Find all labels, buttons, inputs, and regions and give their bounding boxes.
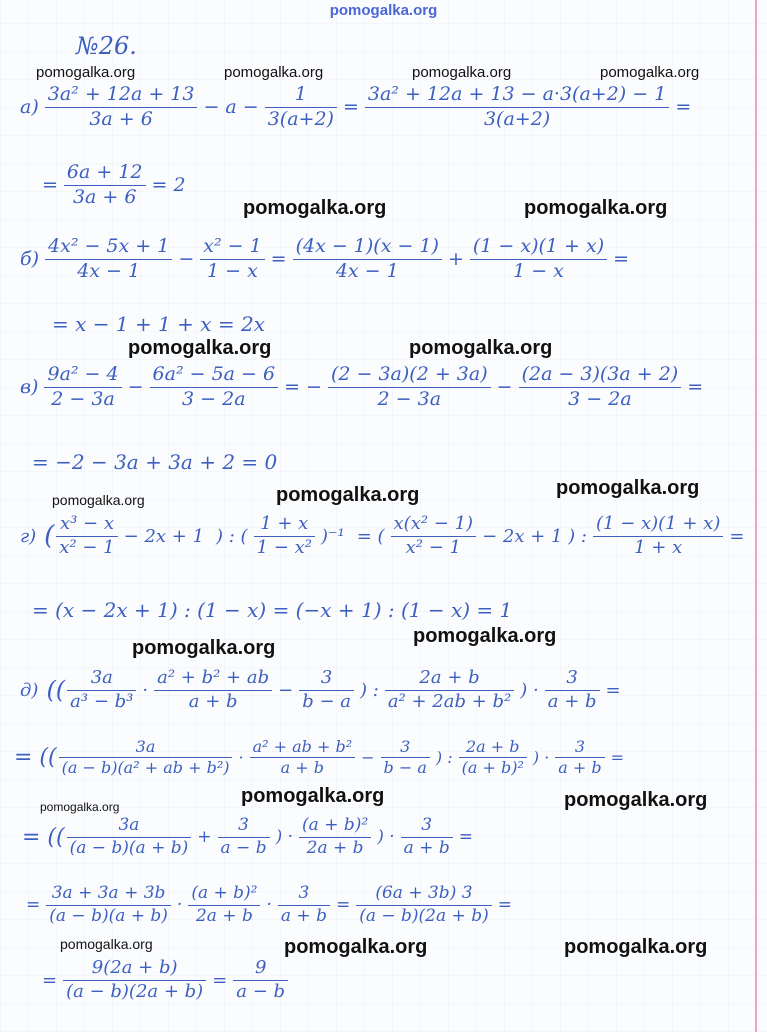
watermark: pomogalka.org: [241, 785, 385, 807]
denominator: 2a + b: [195, 905, 253, 926]
operator: ) ·: [532, 748, 550, 768]
fraction: [555, 738, 604, 778]
watermark: pomogalka.org: [52, 492, 145, 508]
denominator: (a − b)(a² + ab + b²): [61, 758, 230, 778]
denominator: a + b: [403, 837, 450, 858]
watermark: pomogalka.org: [564, 936, 708, 958]
operator: =: [605, 679, 621, 701]
fraction: [365, 84, 669, 131]
operator: ·: [176, 895, 183, 916]
operator: − a −: [203, 96, 259, 119]
numerator: a² + b² + ab: [154, 668, 272, 691]
operator: ·: [266, 895, 272, 916]
denominator: b − a: [383, 758, 427, 778]
operator: = (: [356, 525, 385, 547]
denominator: 2 − 3a: [51, 387, 115, 410]
denominator: x² − 1: [59, 536, 115, 558]
item-label: г): [20, 525, 37, 547]
operator: −: [127, 376, 144, 399]
denominator: 1 − x²: [256, 536, 312, 558]
numerator: 3: [218, 816, 270, 838]
item-a-line2: [36, 162, 192, 209]
denominator: a − b: [220, 837, 267, 858]
numerator: x³ − x: [56, 514, 117, 537]
fraction: [59, 738, 233, 778]
fraction: [154, 668, 272, 712]
fraction: [63, 958, 206, 1002]
item-v-line2: = −2 − 3a + 3a + 2 = 0: [32, 450, 278, 474]
paren: ((: [46, 676, 66, 705]
item-label: в): [20, 376, 39, 399]
fraction: [44, 364, 121, 411]
page-margin-line: [755, 0, 757, 1032]
denominator: (a − b)(2a + b): [66, 980, 204, 1002]
fraction: [188, 884, 260, 926]
watermark: pomogalka.org: [564, 789, 708, 811]
operator: =: [729, 525, 745, 547]
numerator: a² + ab + b²: [250, 738, 356, 758]
watermark: pomogalka.org: [524, 197, 668, 219]
denominator: 3a + 6: [89, 107, 153, 130]
operator: −: [178, 248, 195, 271]
fraction: [293, 236, 442, 283]
denominator: 1 − x: [207, 259, 258, 282]
watermark: pomogalka.org: [556, 477, 700, 499]
fraction: [470, 236, 607, 283]
numerator: 3: [381, 738, 430, 758]
operator: +: [447, 248, 464, 271]
denominator: 1 + x: [634, 536, 683, 558]
numerator: 3: [555, 738, 604, 758]
operator: −: [361, 748, 375, 768]
operator: =: [458, 827, 473, 848]
denominator: a + b: [558, 758, 602, 778]
numerator: 9: [233, 958, 288, 981]
numerator: x(x² − 1): [391, 514, 477, 537]
item-label: б): [20, 248, 40, 271]
operator: =: [342, 96, 359, 119]
operator: =: [497, 895, 512, 916]
operator: ) : (: [216, 525, 248, 547]
item-d-line5: [36, 958, 288, 1002]
fraction: [328, 364, 491, 411]
operator: +: [197, 827, 212, 848]
numerator: (1 − x)(1 + x): [470, 236, 607, 260]
watermark: pomogalka.org: [276, 484, 420, 506]
item-a-line1: [14, 84, 697, 131]
operator: =: [675, 96, 692, 119]
numerator: 9(2a + b): [63, 958, 206, 981]
denominator: (a − b)(a + b): [49, 905, 168, 926]
numerator: 2a + b: [385, 668, 514, 691]
numerator: (2 − 3a)(2 + 3a): [328, 364, 491, 388]
fraction: [299, 668, 354, 712]
item-g-line1: [14, 514, 750, 558]
fraction: [381, 738, 430, 778]
numerator: 6a² − 5a − 6: [150, 364, 279, 388]
watermark: pomogalka.org: [224, 64, 324, 81]
numerator: (6a + 3b) 3: [356, 884, 491, 906]
numerator: 1: [265, 84, 337, 108]
denominator: 2a + b: [306, 837, 364, 858]
watermark: pomogalka.org: [36, 64, 136, 81]
numerator: 4x² − 5x + 1: [45, 236, 172, 260]
fraction: [56, 514, 117, 558]
fraction: [254, 514, 315, 558]
operator: )⁻¹: [320, 525, 345, 547]
fraction: [67, 668, 136, 712]
item-v-line1: [14, 364, 709, 411]
item-d-line3: [20, 816, 479, 858]
fraction: [45, 236, 172, 283]
denominator: 3 − 2a: [568, 387, 632, 410]
watermark: pomogalka.org: [128, 337, 272, 359]
numerator: 6a + 12: [64, 162, 146, 186]
watermark: pomogalka.org: [600, 64, 700, 81]
fraction: [545, 668, 600, 712]
denominator: 2 − 3a: [377, 387, 442, 410]
item-b-line2: = x − 1 + 1 + x = 2x: [52, 312, 266, 336]
result: = 2: [151, 174, 186, 197]
denominator: a + b: [280, 758, 325, 778]
numerator: (2a − 3)(3a + 2): [519, 364, 682, 388]
numerator: 3a: [59, 738, 233, 758]
paren: = ((: [14, 745, 57, 771]
numerator: (4x − 1)(x − 1): [293, 236, 442, 260]
fraction: [401, 816, 453, 858]
operator: =: [613, 248, 630, 271]
numerator: (a + b)²: [299, 816, 371, 838]
item-d-line2: [12, 738, 630, 778]
denominator: 4x − 1: [335, 259, 399, 282]
fraction: [45, 84, 198, 131]
denominator: (a − b)(2a + b): [359, 905, 489, 926]
operator: = −: [284, 376, 322, 399]
numerator: 3: [299, 668, 354, 691]
operator: ·: [142, 679, 149, 701]
denominator: a − b: [236, 980, 286, 1002]
item-label: а): [20, 96, 39, 119]
numerator: 3: [401, 816, 453, 838]
numerator: 3a + 3a + 3b: [46, 884, 171, 906]
denominator: (a − b)(a + b): [69, 837, 189, 858]
fraction: [459, 738, 527, 778]
numerator: 9a² − 4: [44, 364, 121, 388]
fraction: [391, 514, 477, 558]
problem-number: №26.: [76, 32, 137, 60]
numerator: 1 + x: [254, 514, 315, 537]
watermark: pomogalka.org: [60, 936, 153, 952]
denominator: (a + b)²: [461, 758, 524, 778]
denominator: a + b: [280, 905, 327, 926]
denominator: 3(a+2): [267, 107, 334, 130]
header-watermark: pomogalka.org: [329, 2, 438, 19]
numerator: (a + b)²: [188, 884, 260, 906]
paren: = ((: [22, 824, 65, 850]
operator: =: [335, 895, 351, 916]
denominator: 3a + 6: [72, 185, 137, 208]
watermark: pomogalka.org: [132, 637, 276, 659]
denominator: a² + 2ab + b²: [387, 690, 512, 712]
fraction: [150, 364, 279, 411]
numerator: x² − 1: [200, 236, 264, 260]
operator: =: [42, 969, 58, 991]
operator: =: [212, 969, 228, 991]
operator: =: [687, 376, 704, 399]
denominator: 3(a+2): [483, 107, 551, 130]
item-g-line2: = (x − 2x + 1) : (1 − x) = (−x + 1) : (1 − x) = 1: [32, 598, 513, 622]
numerator: 2a + b: [459, 738, 527, 758]
numerator: 3a² + 12a + 13: [45, 84, 198, 108]
watermark: pomogalka.org: [243, 197, 387, 219]
fraction: [519, 364, 682, 411]
fraction: [64, 162, 146, 209]
numerator: (1 − x)(1 + x): [593, 514, 723, 537]
watermark: pomogalka.org: [409, 337, 553, 359]
operator: ) ·: [377, 827, 395, 848]
denominator: 3 − 2a: [182, 387, 246, 410]
fraction: [46, 884, 171, 926]
fraction: [67, 816, 192, 858]
watermark: pomogalka.org: [284, 936, 428, 958]
operator: =: [42, 174, 58, 197]
fraction: [265, 84, 337, 131]
fraction: [593, 514, 723, 558]
fraction: [200, 236, 264, 283]
fraction: [218, 816, 270, 858]
watermark: pomogalka.org: [412, 64, 512, 81]
denominator: a³ − b³: [70, 690, 134, 712]
operator: −: [278, 679, 294, 701]
operator: −: [496, 376, 513, 399]
fraction: [385, 668, 514, 712]
operator: − 2x + 1: [123, 525, 205, 547]
numerator: 3: [278, 884, 330, 906]
watermark: pomogalka.org: [40, 800, 120, 814]
denominator: 4x − 1: [77, 259, 141, 282]
operator: ) :: [435, 748, 453, 768]
numerator: 3a: [67, 816, 192, 838]
fraction: [278, 884, 330, 926]
item-d-line1: [14, 668, 627, 712]
operator: =: [610, 748, 625, 768]
item-label: д): [20, 679, 39, 701]
operator: − 2x + 1 ) :: [482, 525, 587, 547]
operator: ) :: [360, 679, 379, 701]
denominator: x² − 1: [405, 536, 461, 558]
fraction: [299, 816, 371, 858]
numerator: 3: [545, 668, 600, 691]
paren: (: [44, 521, 55, 552]
operator: ) ·: [520, 679, 539, 701]
denominator: 1 − x: [513, 259, 564, 282]
item-b-line1: [14, 236, 635, 283]
operator: =: [270, 248, 287, 271]
fraction: [356, 884, 491, 926]
fraction: [233, 958, 288, 1002]
numerator: 3a: [67, 668, 136, 691]
operator: ·: [238, 748, 244, 768]
denominator: b − a: [302, 690, 351, 712]
operator: ) ·: [275, 827, 294, 848]
operator: =: [26, 895, 41, 916]
item-d-line4: [20, 884, 518, 926]
denominator: a + b: [188, 690, 238, 712]
watermark: pomogalka.org: [413, 625, 557, 647]
fraction: [250, 738, 356, 778]
numerator: 3a² + 12a + 13 − a·3(a+2) − 1: [365, 84, 669, 108]
denominator: a + b: [547, 690, 597, 712]
